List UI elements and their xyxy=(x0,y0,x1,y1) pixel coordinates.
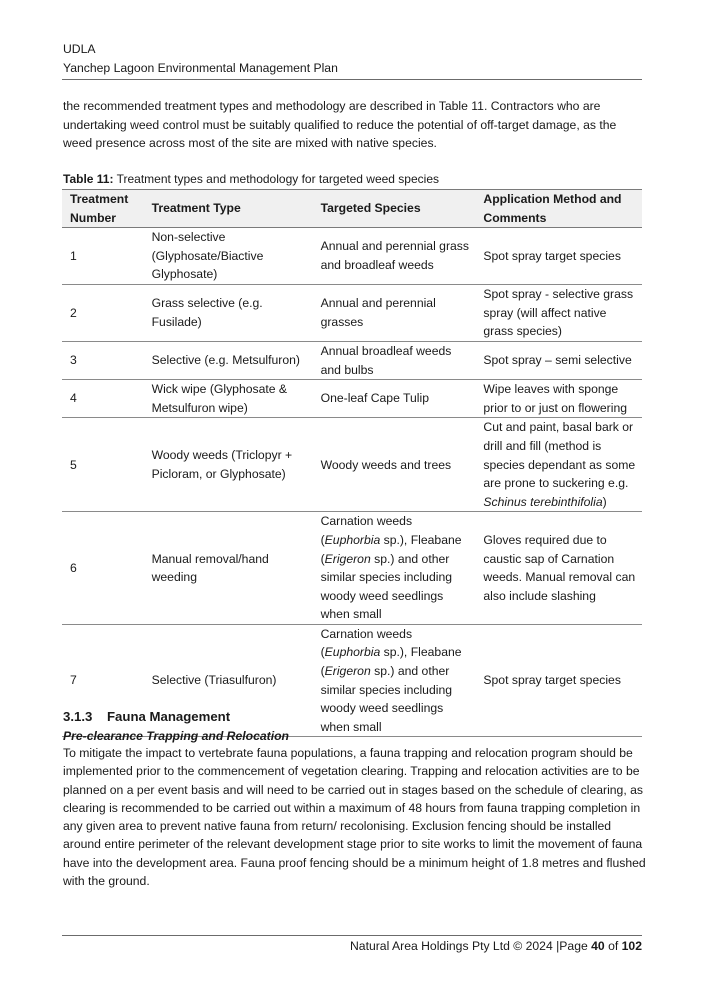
cell-method: Spot spray – semi selective xyxy=(483,353,632,368)
cell-type: Selective (e.g. Metsulfuron) xyxy=(151,353,300,368)
cell-method: Spot spray target species xyxy=(483,673,621,688)
footer-total-pages: 102 xyxy=(621,939,642,953)
footer-divider xyxy=(62,935,642,936)
header-title: Yanchep Lagoon Environmental Management Plan xyxy=(63,60,338,75)
cell-number: 2 xyxy=(70,305,77,320)
cell-number: 4 xyxy=(70,391,77,406)
table-caption-label: Table 11: xyxy=(63,172,114,186)
column-header-treatment-number: Treatment Number xyxy=(70,192,129,225)
species-scientific-name: Euphorbia xyxy=(324,645,381,660)
cell-species: Woody weeds and trees xyxy=(320,457,452,472)
cell-type: Manual removal/hand weeding xyxy=(151,551,269,585)
table-header-row xyxy=(62,190,642,228)
table-row xyxy=(62,228,642,285)
method-text-end: ) xyxy=(602,494,607,509)
table-caption xyxy=(63,171,439,187)
cell-species: Annual broadleaf weeds and bulbs xyxy=(320,343,452,377)
cell-species: Annual and perennial grasses xyxy=(320,296,436,329)
footer-of: of xyxy=(604,939,622,953)
table-caption-text: Treatment types and methodology for targeted weed species xyxy=(113,172,439,186)
cell-number: 3 xyxy=(70,353,77,368)
species-scientific-name: Euphorbia xyxy=(324,532,381,547)
intro-paragraph xyxy=(63,97,643,153)
page-header xyxy=(63,40,642,77)
species-scientific-name: Erigeron xyxy=(324,551,371,566)
table-row xyxy=(62,341,642,379)
cell-type: Wick wipe (Glyphosate & Metsulfuron wipe) xyxy=(151,382,288,415)
species-text: Carnation weeds ( xyxy=(320,626,413,660)
cell-number: 1 xyxy=(70,248,77,263)
column-header-targeted-species: Targeted Species xyxy=(320,201,421,216)
table-row xyxy=(62,512,642,625)
species-text: sp.), Fleabane ( xyxy=(320,645,462,679)
section-number: 3.1.3 xyxy=(63,709,93,724)
table-row xyxy=(62,418,642,512)
species-text: sp.) and other similar species including woody weed seedlings when small xyxy=(320,664,453,734)
cell-number: 5 xyxy=(70,457,77,472)
cell-method: Spot spray - selective grass spray (will affect native grass species) xyxy=(483,287,634,339)
table-row xyxy=(62,380,642,418)
cell-type: Non-selective (Glyphosate/Biactive Glyphosate) xyxy=(151,230,264,282)
footer-company: Natural Area Holdings Pty Ltd © 2024 |Page xyxy=(350,939,592,953)
section-heading xyxy=(63,708,230,726)
cell-number: 7 xyxy=(70,673,77,688)
column-header-application-method: Application Method and Comments xyxy=(483,192,622,225)
species-text: sp.), Fleabane ( xyxy=(320,532,462,566)
subsection-heading: Pre-clearance Trapping and Relocation xyxy=(63,729,289,743)
cell-type: Woody weeds (Triclopyr + Picloram, or Glyphosate) xyxy=(151,448,293,481)
cell-method: Wipe leaves with sponge prior to or just on flowering xyxy=(483,382,627,415)
section-body xyxy=(63,744,648,890)
footer-page-number: 40 xyxy=(591,939,605,953)
treatment-table xyxy=(62,189,642,737)
cell-species: One-leaf Cape Tulip xyxy=(320,391,429,406)
cell-species: Annual and perennial grass and broadleaf weeds xyxy=(320,239,469,273)
column-header-treatment-type: Treatment Type xyxy=(151,201,241,216)
cell-type: Selective (Triasulfuron) xyxy=(151,673,277,688)
species-text: Carnation weeds ( xyxy=(320,514,413,547)
cell-number: 6 xyxy=(70,560,77,575)
page-footer xyxy=(350,937,642,955)
cell-type: Grass selective (e.g. Fusilade) xyxy=(151,296,263,329)
intro-text: the recommended treatment types and methodology are described in Table 11. Contractors who are undertaking weed control must be suitably qualified to reduce the potential of off-target damage, as the weed presence across most of the site are mixed with native species. xyxy=(63,99,617,151)
header-divider xyxy=(62,79,642,80)
method-text: Cut and paint, basal bark or drill and fill (method is species dependant as some are prone to suckering e.g. xyxy=(483,420,636,491)
species-scientific-name: Erigeron xyxy=(324,664,371,679)
cell-species xyxy=(313,512,476,625)
cell-method xyxy=(475,418,642,512)
header-org: UDLA xyxy=(63,42,96,56)
section-title: Fauna Management xyxy=(107,709,231,724)
cell-method: Spot spray target species xyxy=(483,248,621,263)
species-text: sp.) and other similar species including woody weed seedlings when small xyxy=(320,551,453,622)
cell-method: Gloves required due to caustic sap of Carnation weeds. Manual removal can also include slashing xyxy=(483,532,636,603)
cell-species xyxy=(313,624,476,737)
species-scientific-name: Schinus terebinthifolia xyxy=(483,494,603,509)
table-row xyxy=(62,284,642,341)
section-body-text: To mitigate the impact to vertebrate fauna populations, a fauna trapping and relocation program should be implemented prior to the commencement of vegetation clearing. Trapping and relocation activities are to be planned on a per event basis and will need to be carried out in stages based on the schedule of clearing, as clearing is recommended to be carried out within a maximum of 48 hours from fauna trapping completion in any given area to prevent native fauna from return/ recolonising. Exclusion fencing should be installed around entire perimeter of the relevant development stage prior to site works to limit the movement of fauna have into the development area. Fauna proof fencing should be a minimum height of 1.8 metres and flushed with the ground. xyxy=(63,746,646,889)
